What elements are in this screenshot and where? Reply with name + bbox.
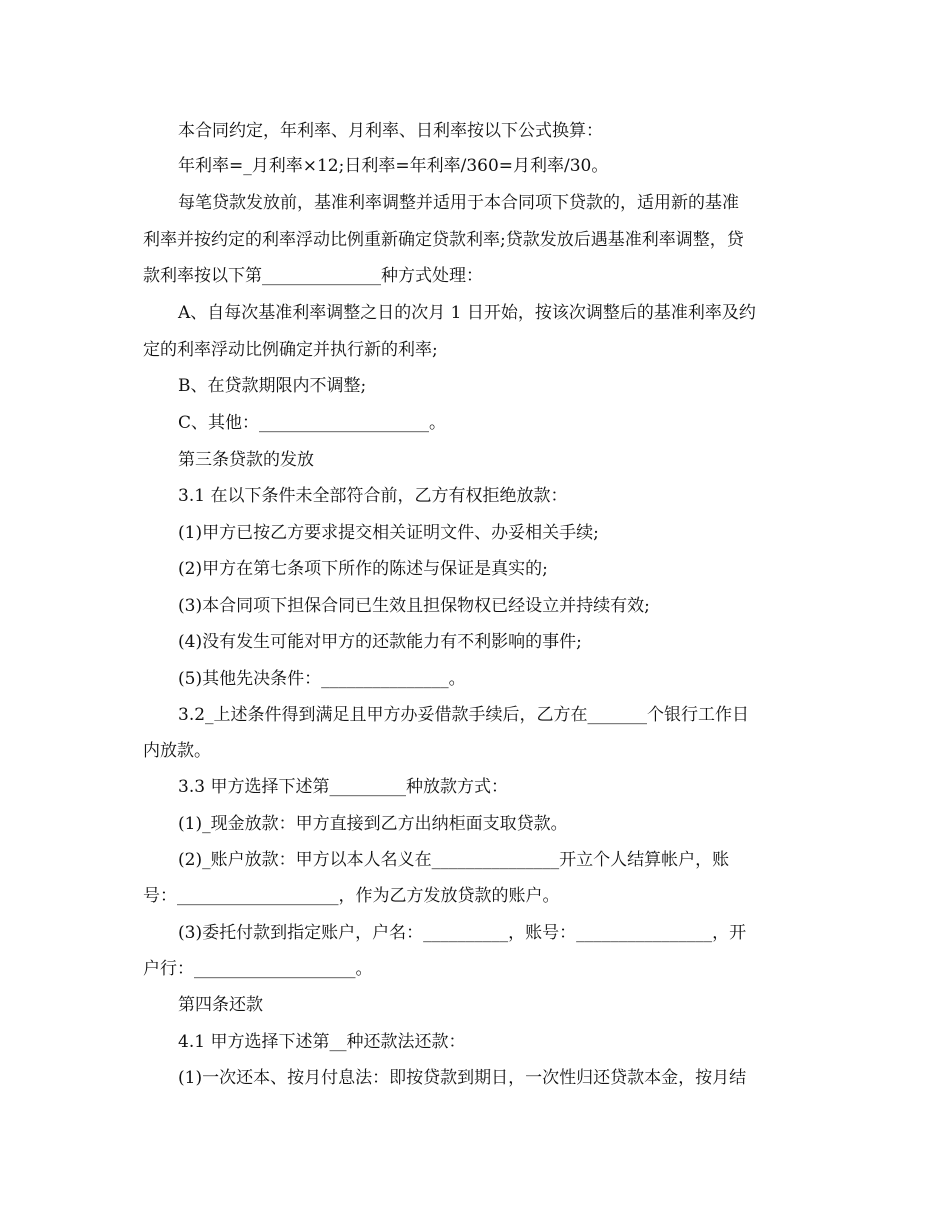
- text-line: (1)_现金放款：甲方直接到乙方出纳柜面支取贷款。: [178, 814, 568, 834]
- text-line: B、在贷款期限内不调整;: [178, 376, 367, 396]
- text-line: 3.1 在以下条件未全部符合前，乙方有权拒绝放款：: [178, 486, 568, 506]
- section-heading: 第三条贷款的发放: [178, 450, 314, 470]
- text-line: 3.2_上述条件得到满足且甲方办妥借款手续后，乙方在_______个银行工作日: [178, 705, 750, 725]
- text-line: 本合同约定，年利率、月利率、日利率按以下公式换算：: [178, 121, 603, 141]
- text-line: 号：___________________，作为乙方发放贷款的账户。: [143, 886, 560, 906]
- text-line: C、其他：____________________。: [178, 413, 447, 433]
- text-line: (1)一次还本、按月付息法：即按贷款到期日，一次性归还贷款本金，按月结: [178, 1068, 747, 1088]
- text-line: 3.3 甲方选择下述第_________种放款方式：: [178, 777, 508, 797]
- text-line: 利率并按约定的利率浮动比例重新确定贷款利率;贷款发放后遇基准利率调整，贷: [143, 230, 744, 250]
- text-line: 每笔贷款发放前，基准利率调整并适用于本合同项下贷款的，适用新的基准: [178, 193, 739, 213]
- text-line: (2)_账户放款：甲方以本人名义在_______________开立个人结算帐户，账: [178, 850, 730, 870]
- text-line: (3)委托付款到指定账户，户名：__________，账号：________________，开: [178, 923, 747, 943]
- text-line: A、自每次基准利率调整之日的次月 1 日开始，按该次调整后的基准利率及约: [178, 303, 756, 323]
- text-line: 4.1 甲方选择下述第__种还款法还款：: [178, 1032, 466, 1052]
- text-line: (4)没有发生可能对甲方的还款能力有不利影响的事件;: [178, 632, 582, 652]
- text-line: (2)甲方在第七条项下所作的陈述与保证是真实的;: [178, 559, 548, 579]
- text-line: 年利率=_月利率×12;日利率=年利率/360=月利率/30。: [178, 156, 609, 176]
- text-line: 户行：___________________。: [143, 959, 373, 979]
- text-line: 款利率按以下第______________种方式处理：: [143, 266, 483, 286]
- text-line: (5)其他先决条件：_______________。: [178, 669, 466, 689]
- text-line: 内放款。: [143, 741, 211, 761]
- section-heading: 第四条还款: [178, 995, 263, 1015]
- text-line: (1)甲方已按乙方要求提交相关证明文件、办妥相关手续;: [178, 523, 599, 543]
- text-line: 定的利率浮动比例确定并执行新的利率;: [143, 340, 438, 360]
- text-line: (3)本合同项下担保合同已生效且担保物权已经设立并持续有效;: [178, 596, 650, 616]
